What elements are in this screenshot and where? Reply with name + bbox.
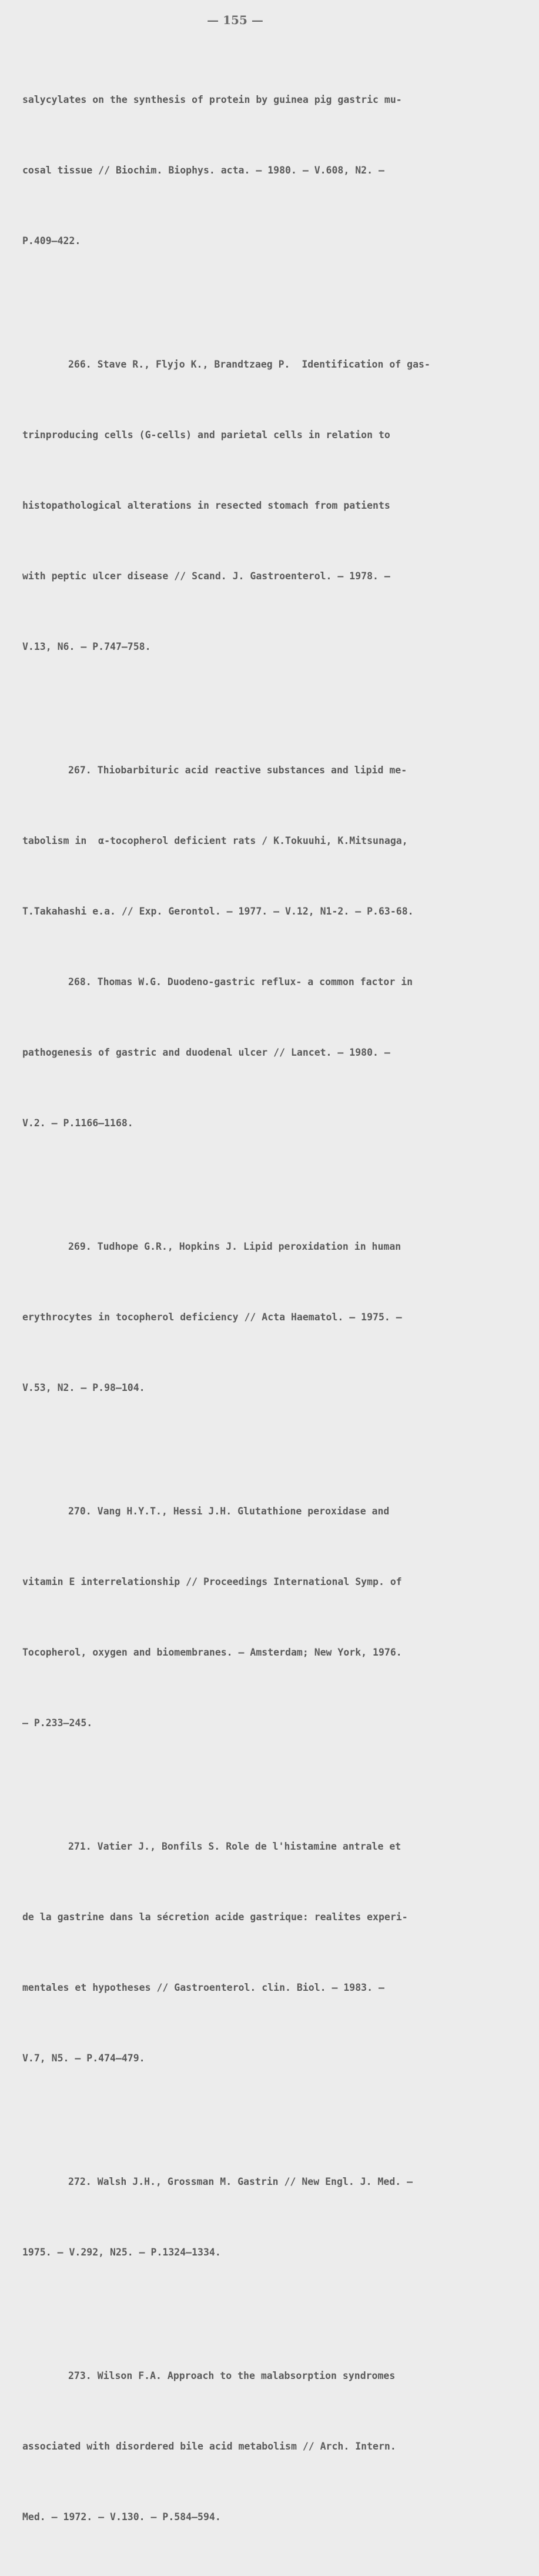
reference-entry [22, 41, 519, 300]
reference-line: with peptic ulcer disease // Scand. J. Gastroenterol. – 1978. – [22, 570, 390, 582]
reference-list [22, 41, 519, 2576]
reference-line: V.2. – P.1166–1168. [22, 1117, 133, 1129]
reference-line: de la gastrine dans la sécretion acide gastrique: realites experi- [22, 1911, 408, 1923]
reference-line: 268. Thomas W.G. Duodeno-gastric reflux- a common factor in [68, 976, 413, 987]
reference-line: Tocopherol, oxygen and biomembranes. – Amsterdam; New York, 1976. [22, 1647, 402, 1658]
reference-line: P.409–422. [22, 235, 81, 246]
reference-line: V.13, N6. – P.747–758. [22, 641, 151, 652]
reference-entry [22, 712, 519, 1182]
reference-line: 271. Vatier J., Bonfils S. Role de l'histamine antrale et [68, 1841, 401, 1852]
reference-line: mentales et hypotheses // Gastroenterol. clin. Biol. – 1983. – [22, 1982, 384, 1993]
reference-line: vitamin E interrelationship // Proceedings International Symp. of [22, 1576, 402, 1587]
reference-entry [22, 1788, 519, 2117]
reference-line: pathogenesis of gastric and duodenal ulcer // Lancet. – 1980. – [22, 1047, 390, 1058]
reference-line: associated with disordered bile acid metabolism // Arch. Intern. [22, 2441, 396, 2452]
reference-entry [22, 306, 519, 706]
reference-entry [22, 2123, 519, 2311]
page-number: — 155 — [207, 13, 263, 27]
reference-line: – P.233–245. [22, 1717, 93, 1729]
reference-line: Med. – 1972. – V.130. – P.584–594. [22, 2511, 221, 2522]
reference-line: 267. Thiobarbituric acid reactive substances and lipid me- [68, 765, 407, 776]
reference-line: erythrocytes in tocopherol deficiency // Acta Haematol. – 1975. – [22, 1312, 402, 1323]
reference-line: tabolism in α-tocopherol deficient rats / K.Tokuuhi, K.Mitsunaga, [22, 835, 408, 846]
reference-line: 266. Stave R., Flyjo K., Brandtzaeg P. Identification of gas- [68, 359, 430, 370]
reference-line: 270. Vang H.Y.T., Hessi J.H. Glutathione peroxidase and [68, 1506, 390, 1517]
reference-line: 272. Walsh J.H., Grossman M. Gastrin // New Engl. J. Med. – [68, 2176, 413, 2187]
reference-entry [22, 1453, 519, 1782]
reference-line: cosal tissue // Biochim. Biophys. acta. – 1980. – V.608, N2. – [22, 165, 384, 176]
reference-line: salycylates on the synthesis of protein by guinea pig gastric mu- [22, 94, 402, 105]
reference-line: V.7, N5. – P.474–479. [22, 2053, 145, 2064]
reference-line: 1975. – V.292, N25. – P.1324–1334. [22, 2247, 221, 2258]
reference-entry [22, 2317, 519, 2576]
reference-line: histopathological alterations in resected stomach from patients [22, 500, 390, 511]
reference-line: 273. Wilson F.A. Approach to the malabsorption syndromes [68, 2370, 396, 2381]
reference-line: V.53, N2. – P.98–104. [22, 1382, 145, 1393]
reference-entry [22, 1188, 519, 1447]
reference-line: 269. Tudhope G.R., Hopkins J. Lipid peroxidation in human [68, 1241, 401, 1252]
reference-line: trinproducing cells (G-cells) and parietal cells in relation to [22, 429, 390, 441]
reference-line: T.Takahashi e.a. // Exp. Gerontol. – 1977. – V.12, N1-2. – P.63-68. [22, 906, 414, 917]
